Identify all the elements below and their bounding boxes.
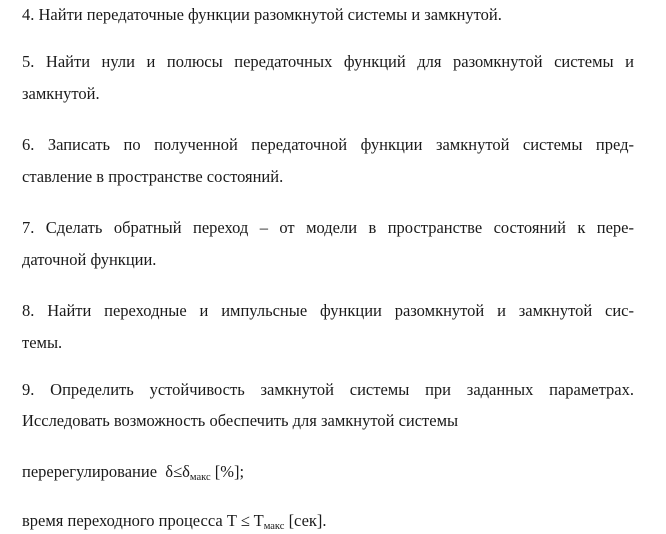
settling-time-label: время переходного процесса T ≤ T [22, 511, 264, 530]
item-9-line-1: 9. Определить устойчивость замкнутой системы при заданных параметрах. [22, 380, 634, 399]
item-6-line-2: ставление в пространстве состояний. [22, 167, 284, 186]
item-6-line-1: 6. Записать по полученной передаточной функции замкнутой системы пред- [22, 135, 634, 154]
overshoot-symbol: δ≤δ [165, 462, 190, 481]
item-7-line-2: даточной функции. [22, 250, 157, 269]
item-5-line-1: 5. Найти нули и полюсы передаточных функций для разомкнутой системы и [22, 52, 634, 71]
overshoot-requirement [22, 462, 244, 482]
item-5-line-2: замкнутой. [22, 84, 100, 103]
item-9-line-2: Исследовать возможность обеспечить для замкнутой системы [22, 411, 459, 430]
overshoot-subscript: макс [189, 472, 211, 483]
overshoot-unit: [%]; [214, 462, 245, 481]
settling-time-unit: [сек]. [288, 511, 327, 530]
item-8-line-2: темы. [22, 333, 63, 352]
item-4-line-1: 4. Найти передаточные функции разомкнутой системы и замкнутой. [22, 5, 502, 24]
settling-time-subscript: макс [263, 521, 285, 532]
overshoot-label: перерегулирование [22, 462, 158, 481]
settling-time-requirement [22, 511, 327, 531]
item-7-line-1: 7. Сделать обратный переход – от модели в пространстве состояний к пере- [22, 218, 634, 237]
item-8-line-1: 8. Найти переходные и импульсные функции разомкнутой и замкнутой сис- [22, 301, 634, 320]
